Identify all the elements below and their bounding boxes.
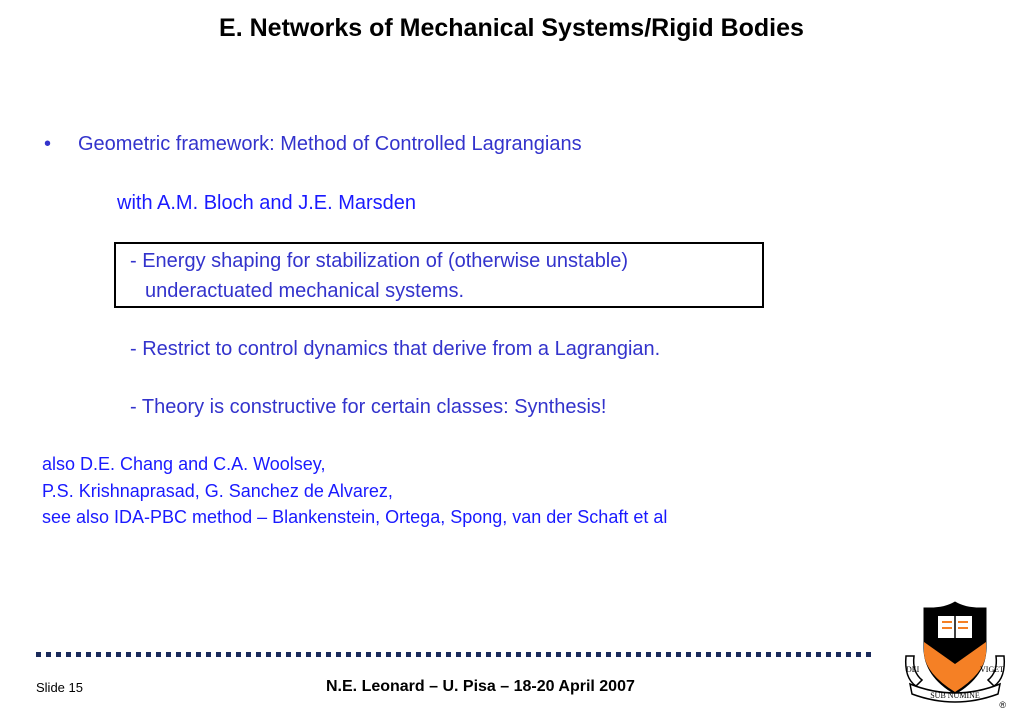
motto-center: SUB NUMINE <box>930 691 980 700</box>
dotted-divider <box>36 652 874 657</box>
theory-line: - Theory is constructive for certain classes: Synthesis! <box>130 396 607 418</box>
slide-number: Slide 15 <box>36 680 83 695</box>
collaborators-line: with A.M. Bloch and J.E. Marsden <box>117 192 417 214</box>
also-line-3: see also IDA-PBC method – Blankenstein, Ortega, Spong, van der Schaft et al <box>42 507 668 527</box>
energy-shaping-line-1: - Energy shaping for stabilization of (otherwise unstable) <box>130 250 629 272</box>
bullet-geometric-framework: Geometric framework: Method of Controlled Lagrangians <box>78 133 582 155</box>
registered-mark: ® <box>999 700 1006 708</box>
shield-icon <box>900 598 1010 708</box>
also-line-1: also D.E. Chang and C.A. Woolsey, <box>42 454 326 474</box>
university-shield-logo <box>900 598 1010 708</box>
slide-title: E. Networks of Mechanical Systems/Rigid Bodies <box>219 14 804 42</box>
motto-left: DEI <box>906 665 920 674</box>
footer-text: N.E. Leonard – U. Pisa – 18-20 April 2007 <box>326 678 635 695</box>
energy-shaping-line-2: underactuated mechanical systems. <box>145 280 465 302</box>
bullet-marker: • <box>44 133 52 155</box>
motto-right: VIGET <box>980 665 1004 674</box>
also-line-2: P.S. Krishnaprasad, G. Sanchez de Alvarez, <box>42 481 393 501</box>
restrict-line: - Restrict to control dynamics that derive from a Lagrangian. <box>130 338 661 360</box>
